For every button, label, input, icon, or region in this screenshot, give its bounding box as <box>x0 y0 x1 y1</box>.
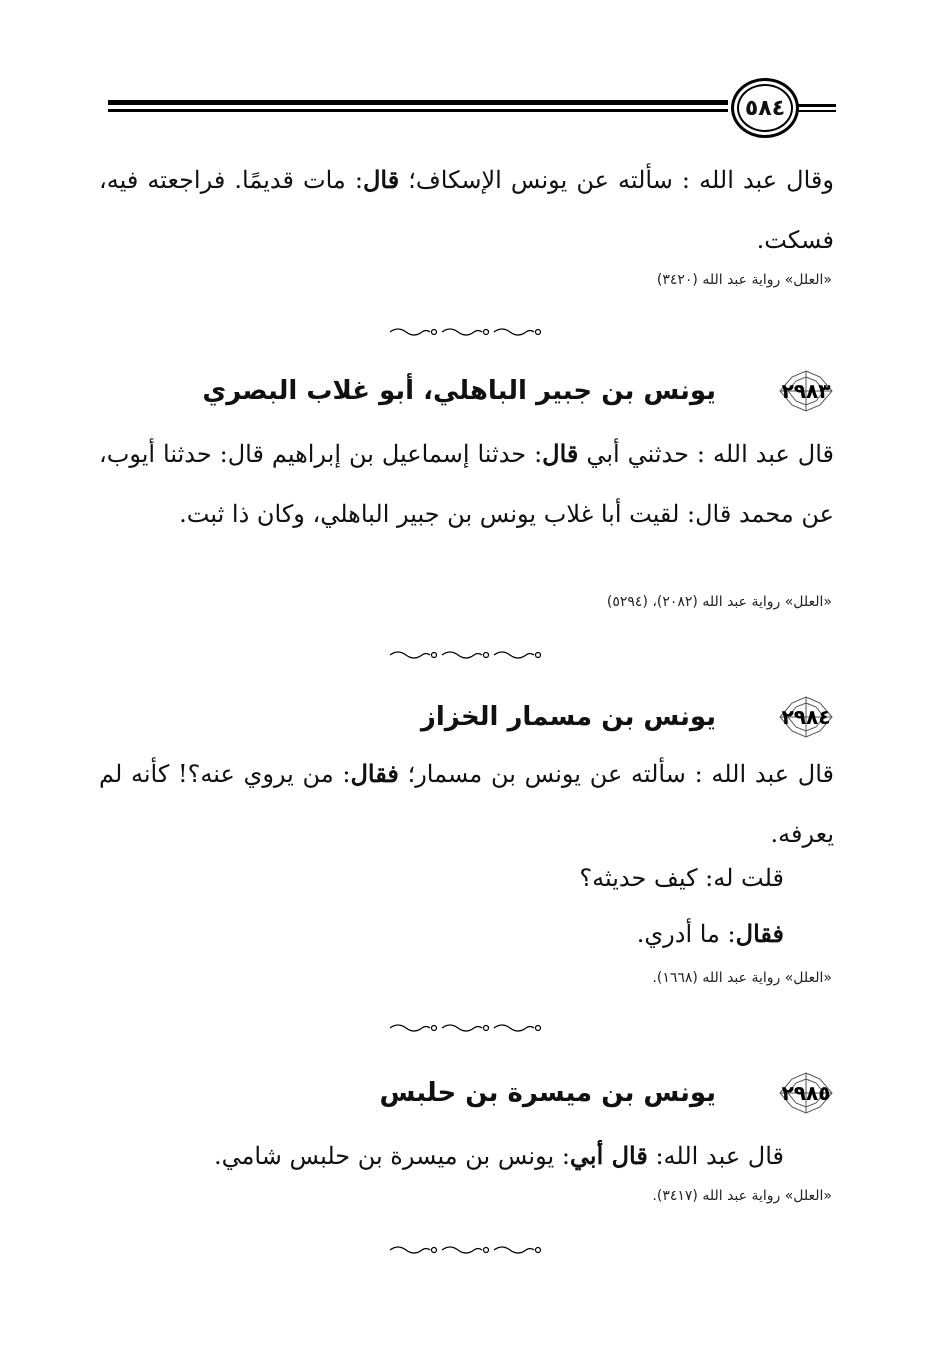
entry-number-badge <box>776 1071 836 1115</box>
entry-heading <box>202 366 836 416</box>
header-rule <box>108 96 836 126</box>
separator-ornament <box>386 649 546 661</box>
entry-number: ٢٩٨٣ <box>781 379 831 403</box>
entry-number-badge <box>776 695 836 739</box>
intro-citation: «العلل» رواية عبد الله (٣٤٢٠) <box>656 272 832 288</box>
entry-paragraph: قال عبد الله : حدثني أبي قال: حدثنا إسماعيل بن إبراهيم قال: حدثنا أيوب، عن محمد قال: لقيت أبا غلاب يونس بن جبير الباهلي، وكان ذا ثبت. <box>99 439 835 528</box>
entry-paragraph: قال عبد الله : سألته عن يونس بن مسمار؛ فقال: من يروي عنه؟! كأنه لم يعرفه. <box>99 759 834 848</box>
entry-line: قلت له: كيف حديثه؟ <box>579 864 784 892</box>
entry-title: يونس بن مسمار الخزاز <box>420 702 716 732</box>
intro-paragraph: وقال عبد الله : سألته عن يونس الإسكاف؛ قال: مات قديمًا. فراجعته فيه، فسكت. <box>99 165 834 254</box>
separator-ornament <box>386 1244 546 1256</box>
entry-heading <box>379 1068 836 1118</box>
entry-line: فقال: ما أدري. <box>636 919 784 948</box>
entry-number: ٢٩٨٥ <box>781 1081 831 1105</box>
entry-heading <box>421 692 836 742</box>
entry-number: ٢٩٨٤ <box>781 705 831 729</box>
entry-title: يونس بن جبير الباهلي، أبو غلاب البصري <box>202 376 716 406</box>
page-number: ٥٨٤ <box>744 95 786 121</box>
entry-paragraph: قال عبد الله: قال أبي: يونس بن ميسرة بن حلبس شامي. <box>213 1141 784 1170</box>
entry-title: يونس بن ميسرة بن حلبس <box>379 1078 716 1108</box>
entry-citation: «العلل» رواية عبد الله (١٦٦٨). <box>652 970 832 986</box>
separator-ornament <box>386 1022 546 1034</box>
separator-ornament <box>386 326 546 338</box>
entry-number-badge <box>776 369 836 413</box>
entry-citation: «العلل» رواية عبد الله (٣٤١٧). <box>652 1188 832 1204</box>
page-number-badge <box>731 78 799 138</box>
entry-citation: «العلل» رواية عبد الله (٢٠٨٢)، (٥٢٩٤) <box>606 594 832 610</box>
